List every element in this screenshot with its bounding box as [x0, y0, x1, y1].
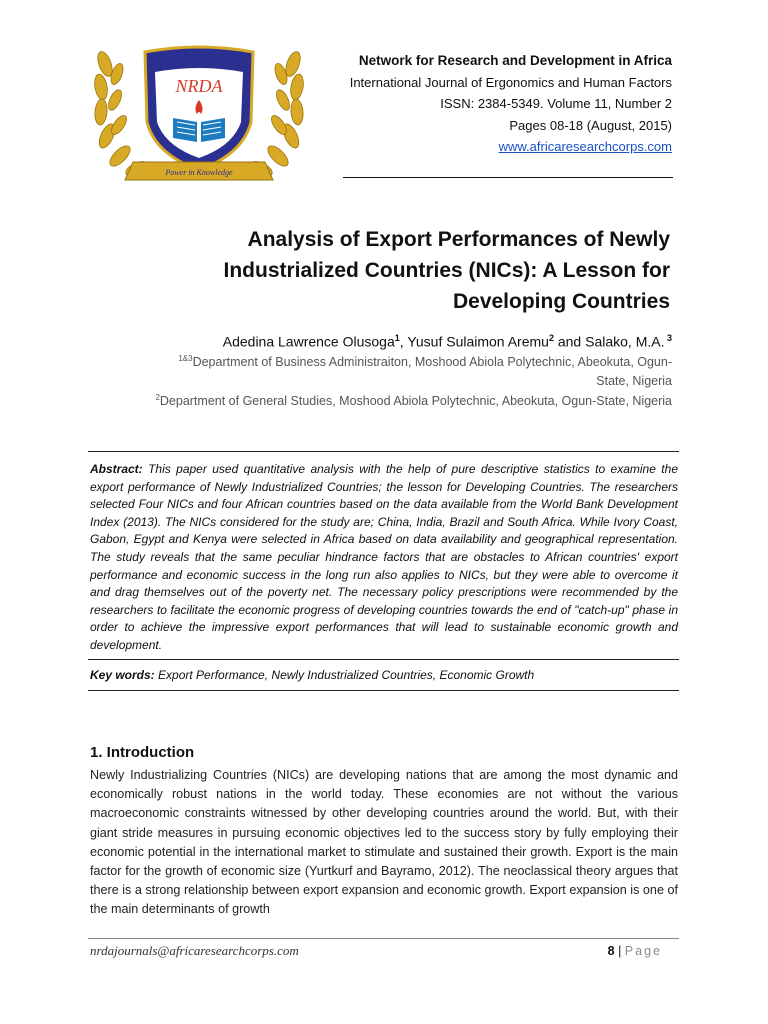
keywords-bottom-rule: [88, 690, 679, 691]
nrda-logo: [93, 42, 305, 190]
author-separator: ,: [399, 333, 408, 350]
affiliation-1: [112, 349, 672, 391]
abstract-label: Abstract:: [90, 462, 143, 476]
author-separator: and: [553, 333, 586, 350]
introduction-body: Newly Industrializing Countries (NICs) are developing nations that are among the most dynamic and economically robust nations in the world today. These economies are not without the various macroeconomic constraints witnessed by other developing countries around the world. But, with their giant stride measures in pursuing economic objectives led to the success story by fully employing their economic potential in the international market to stimulate and sustained their growth. Export is the main factor for the growth of economic size (Yurtkurf and Bayramo, 2012). The neoclassical theory argues that there is a strong relationship between export expansion and economic growth. Export expansion is one of the main determinants of growth: [90, 768, 678, 917]
abstract-top-rule: [88, 451, 679, 452]
title-line-3: Developing Countries: [452, 290, 670, 313]
pages-date: Pages 08-18 (August, 2015): [509, 117, 672, 133]
author-1: Adedina Lawrence Olusoga: [222, 333, 395, 350]
title-line-1: Analysis of Export Performances of Newly: [247, 228, 670, 251]
page-label: Page: [624, 944, 662, 958]
affiliation-2: [155, 388, 672, 411]
affiliation-2-sup: 2: [155, 393, 160, 402]
keywords-label: Key words:: [90, 668, 155, 682]
affiliation-2-text: Department of General Studies, Moshood Abiola Polytechnic, Abeokuta, Ogun-State, Nigeria: [159, 394, 672, 409]
keywords: [90, 667, 534, 683]
title-line-2: Industrialized Countries (NICs): A Lesson for: [223, 259, 670, 282]
footer-email: nrdajournals@africaresearchcorps.com: [90, 943, 299, 958]
affiliation-1-line-2: State, Nigeria: [596, 374, 672, 389]
header-divider: [343, 177, 673, 178]
footer-divider: [88, 938, 679, 939]
logo-motto: Power in Knowledge: [165, 168, 233, 177]
author-1-sup: 1: [394, 333, 400, 343]
abstract: [90, 461, 678, 655]
keywords-top-rule: [88, 659, 679, 660]
paper-title: [190, 224, 670, 317]
page-separator: |: [614, 944, 625, 958]
section-heading-introduction: 1. Introduction: [90, 744, 195, 761]
journal-name: International Journal of Ergonomics and Human Factors: [349, 74, 672, 90]
page-number: 8: [607, 944, 615, 958]
affiliation-1-line-1: Department of Business Administraiton, Moshood Abiola Polytechnic, Abeokuta, Ogun-: [192, 355, 672, 370]
issn-volume: ISSN: 2384-5349. Volume 11, Number 2: [440, 96, 672, 111]
website-link[interactable]: www.africaresearchcorps.com: [498, 139, 672, 154]
logo-text: NRDA: [175, 76, 223, 96]
author-3: Salako, M.A.: [585, 333, 665, 350]
affiliation-1-sup: 1&3: [178, 354, 193, 363]
footer-page: [608, 944, 662, 958]
author-2: Yusuf Sulaimon Aremu: [407, 333, 549, 350]
laurel-right-icon: [248, 50, 305, 180]
author-3-sup: 3: [664, 333, 672, 343]
author-2-sup: 2: [548, 333, 554, 343]
laurel-left-icon: [93, 50, 150, 180]
journal-header: [350, 50, 672, 158]
abstract-text: This paper used quantitative analysis with the help of pure descriptive statistics to examine the export performance of Newly Industrialized Countries; the lesson for Developing Countries. The researchers selected Four NICs and four African countries based on the data available from the World Bank Development Index (2013). The NICs considered for the study are; China, India, Brazil and South Africa. While Ivory Coast, Gabon, Egypt and Kenya were selected in Africa based on data availability and geographical representation. The study reveals that the same peculiar hindrance factors that are obstacles to African countries' export performance and economic success in the long run also applies to NICs, but they were able to overcome it and drag themselves out of the poverty net. The necessary policy prescriptions were recommended by the researchers to facilitate the economic progress of developing countries towards the end of "catch-up" phase in order to achieve the impressive export performances that will lead to sustainable economic growth and development.: [90, 462, 678, 652]
network-name: Network for Research and Development in Africa: [358, 53, 672, 68]
keywords-text: Export Performance, Newly Industrialized Countries, Economic Growth: [154, 668, 535, 682]
